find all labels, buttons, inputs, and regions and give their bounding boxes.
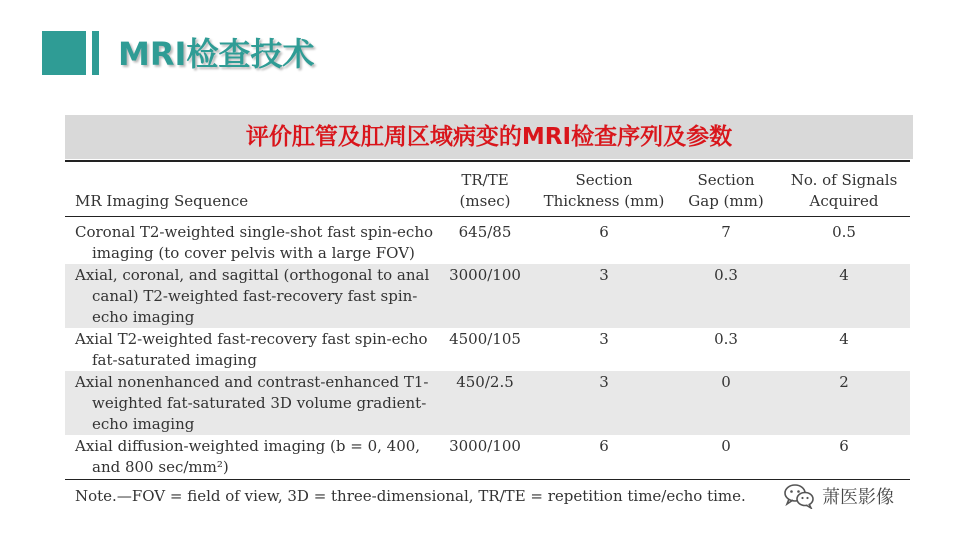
table-cell-tr-te: 450/2.5 <box>456 373 514 391</box>
table-cell-thickness: 3 <box>599 330 609 348</box>
table-cell-signals: 4 <box>839 330 849 348</box>
header-signals: No. of Signals Acquired <box>790 171 898 210</box>
table-cell-signals: 4 <box>839 266 849 284</box>
table-cell-gap: 0 <box>721 437 731 455</box>
table-bottom-rule <box>65 479 910 480</box>
table-cell-signals: 2 <box>839 373 849 391</box>
header-section-gap: Section Gap (mm) <box>688 171 764 210</box>
table-note: Note.—FOV = field of view, 3D = three-dimensional, TR/TE = repetition time/echo time. <box>75 487 746 505</box>
table-row-sequence: Axial T2-weighted fast-recovery fast spin-echo fat-saturated imaging <box>75 330 428 369</box>
table-cell-tr-te: 4500/105 <box>449 330 521 348</box>
table-cell-signals: 0.5 <box>832 223 856 241</box>
table-row-sequence: Axial nonenhanced and contrast-enhanced T1- weighted fat-saturated 3D volume gradient- echo imaging <box>75 373 429 433</box>
table-cell-signals: 6 <box>839 437 849 455</box>
table-cell-thickness: 6 <box>599 437 609 455</box>
table-cell-thickness: 3 <box>599 373 609 391</box>
wechat-icon <box>784 483 814 509</box>
watermark <box>784 481 894 511</box>
header-tr-te: TR/TE (msec) <box>459 171 511 210</box>
table-cell-thickness: 6 <box>599 223 609 241</box>
table-top-rule <box>65 160 910 162</box>
table-row-sequence: Axial diffusion-weighted imaging (b = 0, 400, and 800 sec/mm²) <box>75 437 421 476</box>
header-section-thickness: Section Thickness (mm) <box>543 171 665 210</box>
table-cell-gap: 0 <box>721 373 731 391</box>
table-cell-thickness: 3 <box>599 266 609 284</box>
watermark-text: 萧医影像 <box>822 487 894 508</box>
table-cell-tr-te: 3000/100 <box>449 437 521 455</box>
table-title: 评价肛管及肛周区域病变的MRI检查序列及参数 <box>245 124 733 150</box>
header-sequence: MR Imaging Sequence <box>75 192 249 210</box>
table-cell-tr-te: 3000/100 <box>449 266 521 284</box>
table-row-sequence: Axial, coronal, and sagittal (orthogonal to anal canal) T2-weighted fast-recovery fast spin- echo imaging <box>75 266 430 326</box>
title-accent-bar <box>92 31 99 75</box>
table-cell-gap: 0.3 <box>714 266 738 284</box>
table-row-sequence: Coronal T2-weighted single-shot fast spin-echo imaging (to cover pelvis with a large FOV) <box>75 223 434 262</box>
slide-title: MRI检查技术 <box>118 35 315 73</box>
title-accent-block <box>42 31 86 75</box>
table-header-rule <box>65 216 910 217</box>
table-cell-gap: 7 <box>721 223 731 241</box>
table-cell-tr-te: 645/85 <box>458 223 512 241</box>
table-cell-gap: 0.3 <box>714 330 738 348</box>
